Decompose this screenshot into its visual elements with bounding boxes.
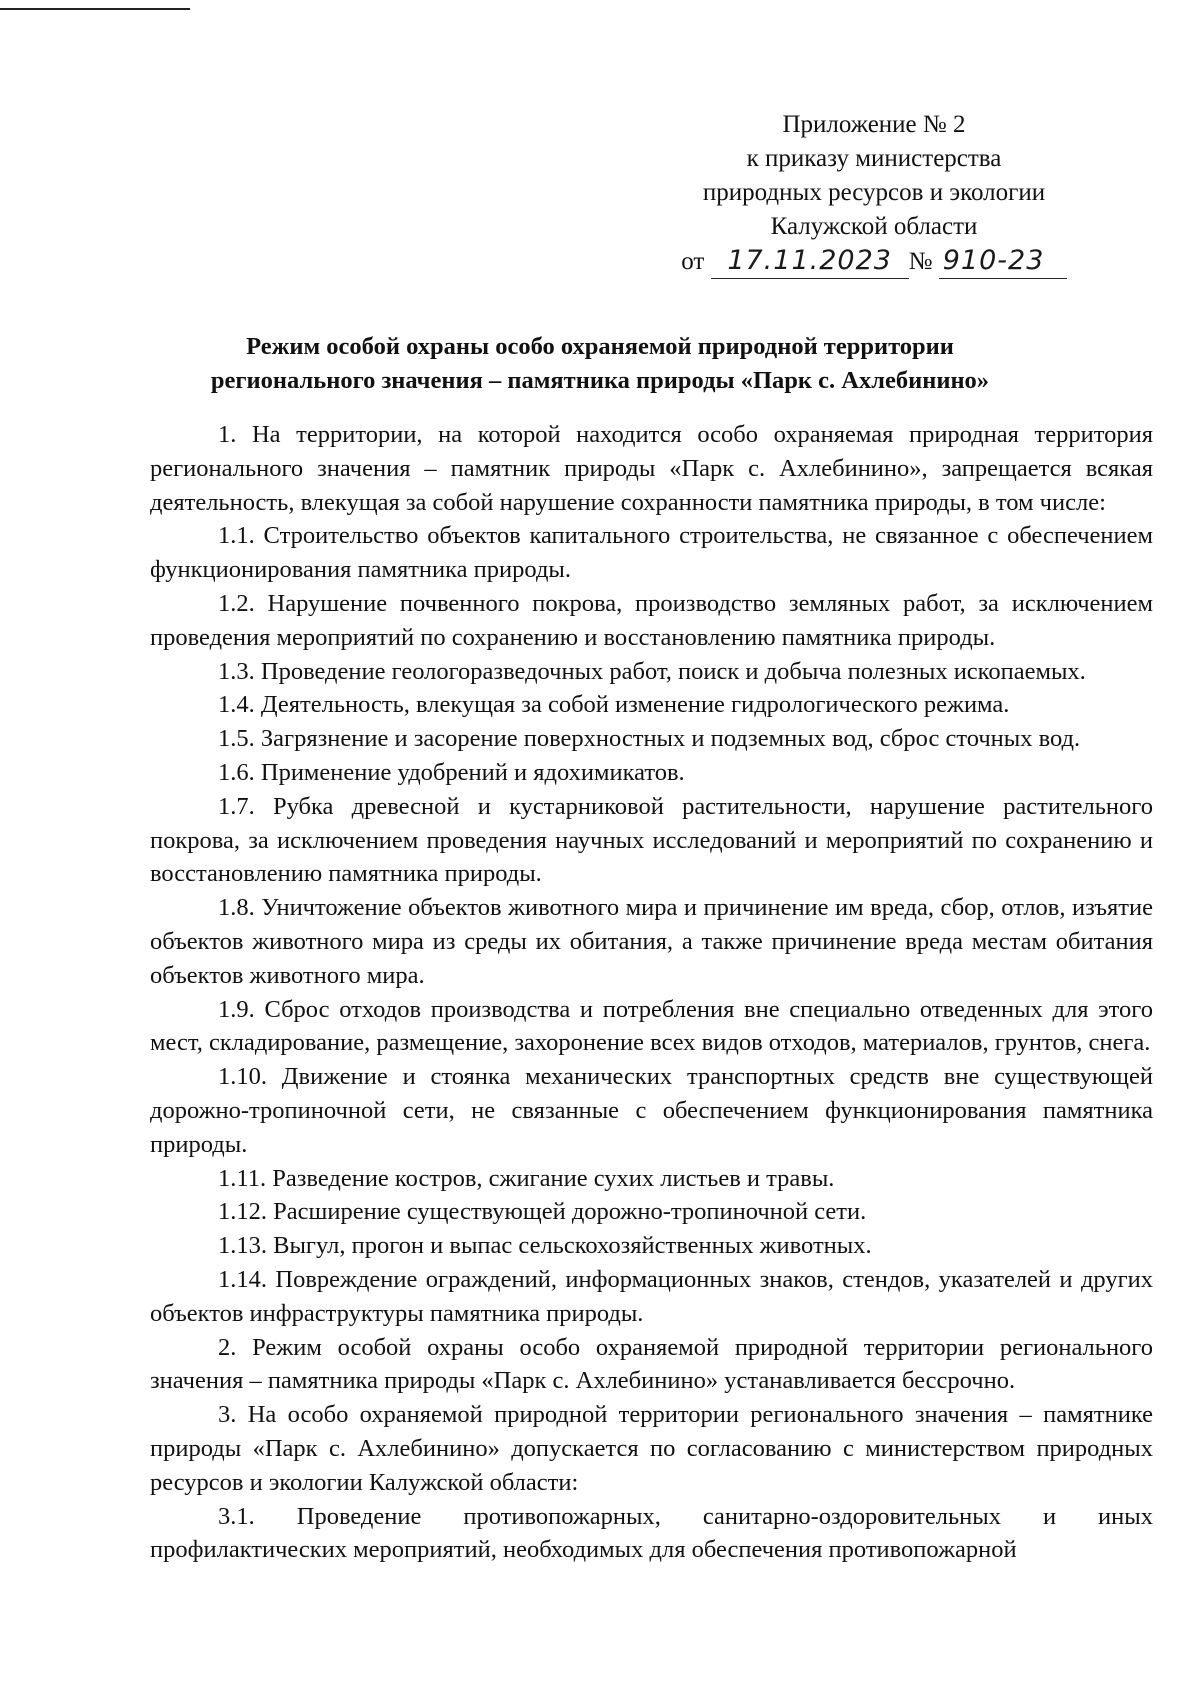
paragraph: 1.12. Расширение существующей дорожно-тропиночной сети. xyxy=(218,1198,867,1226)
appendix-header xyxy=(664,108,1084,279)
order-prefix: от xyxy=(681,248,705,275)
order-reference-line xyxy=(664,244,1084,279)
handwritten-order-number: 910-23 xyxy=(939,244,1067,279)
paragraph: 1.7. Рубка древесной и кустарниковой растительности, нарушение растительного покрова, за исключением проведения научных исследований и мероприятий по сохранению и восстановлению памятника природы. xyxy=(150,792,1153,888)
paragraph: 1.10. Движение и стоянка механических транспортных средств вне существующей дорожно-тропиночной сети, не связанные с обеспечением функционирования памятника природы. xyxy=(150,1063,1153,1158)
paragraph: 1. На территории, на которой находится особо охраняемая природная территория регионального значения – памятник природы «Парк с. Ахлебинино», запрещается всякая деятельность, влекущая за собой нарушение сохранности памятника природы, в том числе: xyxy=(150,421,1153,516)
paragraph: 1.3. Проведение геологоразведочных работ, поиск и добыча полезных ископаемых. xyxy=(218,657,1086,685)
appendix-line: природных ресурсов и экологии xyxy=(702,179,1046,206)
paragraph: 1.6. Применение удобрений и ядохимикатов. xyxy=(218,758,685,786)
paragraph: 1.2. Нарушение почвенного покрова, производство земляных работ, за исключением проведения мероприятий по сохранению и восстановлению памятника природы. xyxy=(150,589,1153,651)
handwritten-order-date: 17.11.2023 xyxy=(711,244,909,279)
document-body xyxy=(150,418,1153,1567)
paragraph: 1.9. Сброс отходов производства и потребления вне специально отведенных для этого мест, складирование, размещение, захоронение всех видов отходов, материалов, грунтов, снега. xyxy=(150,995,1153,1057)
appendix-line: Калужской области xyxy=(770,213,978,240)
paragraph: 1.11. Разведение костров, сжигание сухих листьев и травы. xyxy=(218,1164,835,1192)
top-rule-line xyxy=(0,8,190,10)
appendix-line: Приложение № 2 xyxy=(782,111,966,138)
paragraph: 1.1. Строительство объектов капитального строительства, не связанное с обеспечением функционирования памятника природы. xyxy=(150,522,1153,584)
paragraph: 1.14. Повреждение ограждений, информационных знаков, стендов, указателей и других объектов инфраструктуры памятника природы. xyxy=(150,1265,1153,1327)
document-title xyxy=(150,330,1050,398)
paragraph: 3.1. Проведение противопожарных, санитарно-оздоровительных и иных профилактических мероприятий, необходимых для обеспечения противопожарной xyxy=(150,1502,1153,1564)
paragraph: 1.13. Выгул, прогон и выпас сельскохозяйственных животных. xyxy=(218,1232,872,1260)
order-number-label: № xyxy=(908,248,933,275)
title-line-1: Режим особой охраны особо охраняемой природной территории xyxy=(246,333,954,360)
paragraph: 1.8. Уничтожение объектов животного мира и причинение им вреда, сбор, отлов, изъятие объектов животного мира из среды их обитания, а также причинение вреда местам обитания объектов животного мира. xyxy=(150,894,1153,989)
paragraph: 2. Режим особой охраны особо охраняемой природной территории регионального значения – памятника природы «Парк с. Ахлебинино» устанавливается бессрочно. xyxy=(150,1333,1153,1395)
appendix-line: к приказу министерства xyxy=(746,145,1002,172)
title-line-2: регионального значения – памятника природы «Парк с. Ахлебинино» xyxy=(210,367,990,394)
paragraph: 1.5. Загрязнение и засорение поверхностных и подземных вод, сброс сточных вод. xyxy=(218,725,1081,753)
paragraph: 1.4. Деятельность, влекущая за собой изменение гидрологического режима. xyxy=(218,691,1010,719)
paragraph: 3. На особо охраняемой природной территории регионального значения – памятнике природы «Парк с. Ахлебинино» допускается по согласованию с министерством природных ресурсов и экологии Калужской области: xyxy=(150,1401,1153,1496)
